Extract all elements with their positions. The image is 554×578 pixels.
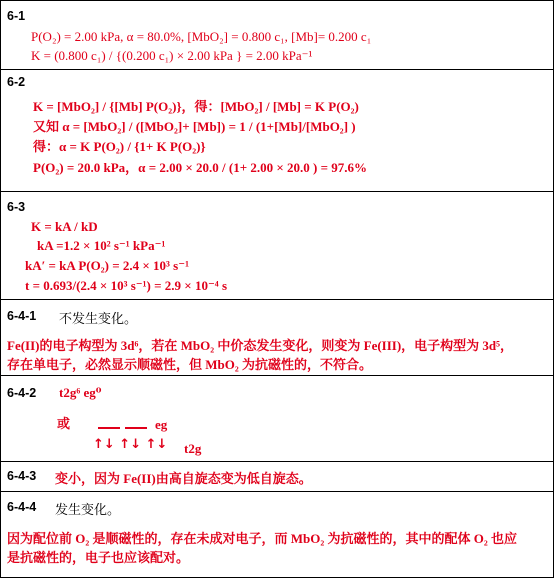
section-6-1 bbox=[1, 1, 553, 70]
section-heading: 6-4-2 bbox=[7, 386, 37, 400]
eg-orbital-line bbox=[98, 427, 120, 429]
result-line: P(O₂) = 20.0 kPa，α = 2.00 × 20.0 / (1+ 2.00 × 20.0 ) = 97.6% bbox=[33, 160, 368, 175]
section-6-3 bbox=[1, 191, 553, 300]
eg-orbital-line bbox=[125, 427, 147, 429]
explanation-line: 是抗磁性的，电子也应该配对。 bbox=[7, 550, 190, 565]
explanation-line: 因为配位前 O₂ 是顺磁性的，存在未成对电子，而 MbO₂ 为抗磁性的，其中的配体 O₂ 也应 bbox=[7, 531, 518, 546]
short-answer: 发生变化。 bbox=[55, 502, 121, 517]
section-6-4-1 bbox=[1, 299, 553, 376]
section-heading: 6-2 bbox=[7, 75, 26, 89]
equation-line: K = [MbO₂] / {[Mb] P(O₂)}，得：[MbO₂] / [Mb] = K P(O₂) bbox=[33, 99, 359, 114]
result-line: t = 0.693/(2.4 × 10³ s⁻¹) = 2.9 × 10⁻⁴ s bbox=[25, 278, 228, 293]
section-heading: 6-1 bbox=[7, 9, 26, 23]
t2g-label: t2g bbox=[184, 441, 202, 456]
section-heading: 6-4-3 bbox=[7, 469, 37, 483]
t2g-electron-arrows: ↑↓ ↑↓ ↑↓ bbox=[93, 437, 168, 452]
short-answer: 变小，因为 Fe(II)由高自旋态变为低自旋态。 bbox=[55, 471, 312, 486]
equation-line: K = kA / kD bbox=[31, 219, 98, 234]
section-heading: 6-3 bbox=[7, 200, 26, 214]
explanation-line: Fe(II)的电子构型为 3d⁶，若在 MbO₂ 中价态发生变化，则变为 Fe(III)，电子构型为 3d⁵， bbox=[7, 338, 514, 353]
electron-configuration: t2g⁶ eg⁰ bbox=[59, 385, 102, 400]
equation-line: kA′ = kA P(O₂) = 2.4 × 10³ s⁻¹ bbox=[25, 258, 189, 273]
or-label: 或 bbox=[57, 416, 71, 431]
section-6-4-4 bbox=[1, 491, 553, 577]
section-6-4-3 bbox=[1, 461, 553, 492]
equation-line: kA =1.2 × 10² s⁻¹ kPa⁻¹ bbox=[37, 238, 166, 253]
section-heading: 6-4-1 bbox=[7, 309, 37, 323]
section-6-2 bbox=[1, 69, 553, 192]
equilibrium-constant-line: K = (0.800 c₁) / {(0.200 c₁) × 2.00 kPa } = 2.00 kPa⁻¹ bbox=[31, 48, 313, 63]
section-heading: 6-4-4 bbox=[7, 500, 37, 514]
short-answer: 不发生变化。 bbox=[59, 311, 138, 326]
equation-line: 得：α = K P(O₂) / {1+ K P(O₂)} bbox=[33, 139, 206, 154]
explanation-line: 存在单电子，必然显示顺磁性，但 MbO₂ 为抗磁性的，不符合。 bbox=[7, 357, 373, 372]
eg-label: eg bbox=[155, 417, 168, 432]
given-values-line: P(O₂) = 2.00 kPa, α = 80.0%, [MbO₂] = 0.800 c₁, [Mb]= 0.200 c₁ bbox=[31, 29, 372, 44]
section-6-4-2 bbox=[1, 375, 553, 462]
equation-line: 又知 α = [MbO₂] / ([MbO₂]+ [Mb]) = 1 / (1+[Mb]/[MbO₂] ) bbox=[33, 119, 356, 134]
